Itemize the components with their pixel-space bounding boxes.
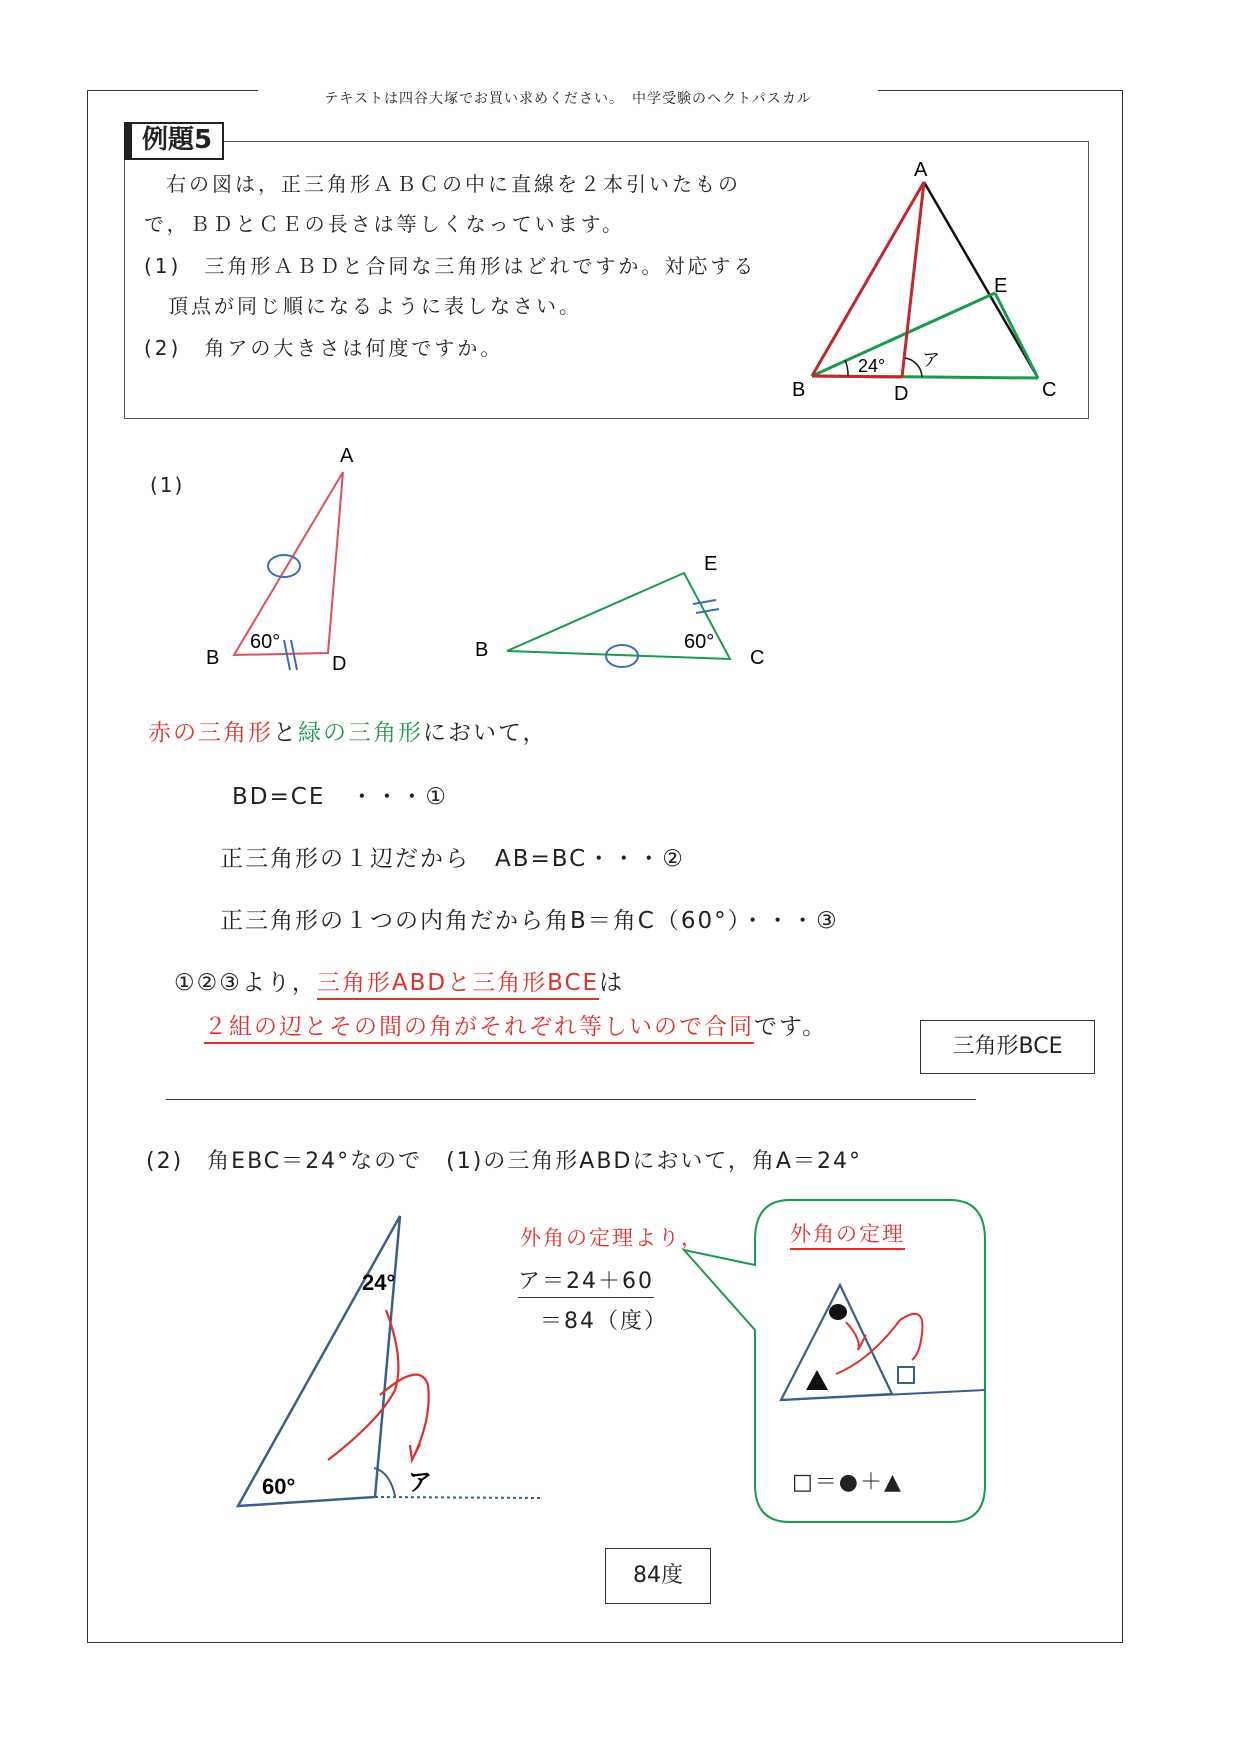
part1-label: (1) (150, 473, 185, 497)
part1-step-2: 正三角形の１辺だから AB=BC・・・② (220, 846, 685, 872)
red-tri-label-b: B (206, 647, 220, 669)
red-tri-label-d: D (332, 653, 347, 675)
fig-label-c: C (1042, 379, 1057, 401)
bubble-title: 外角の定理 (790, 1218, 905, 1250)
green-tri-label-c: C (750, 647, 765, 669)
problem-badge: 例題5 (124, 122, 224, 160)
intro-red-triangle: 赤の三角形 (148, 720, 273, 746)
bubble-formula: □＝●＋▲ (792, 1470, 903, 1495)
bubble-circle-mark (829, 1304, 847, 1320)
green-tri-label-e: E (704, 553, 718, 575)
part2-theorem-intro: 外角の定理より， (520, 1226, 704, 1250)
part2-answer-box: 84度 (605, 1548, 711, 1604)
concl-pre: ①②③より， (174, 970, 317, 996)
header-text: テキストは四谷大塚でお買い求めください。 中学受験のヘクトパスカル (258, 88, 878, 108)
red-tri-label-a: A (340, 445, 354, 467)
part2-label-60: 60° (262, 1474, 296, 1499)
fig-label-e: E (994, 275, 1008, 297)
problem-line-4: 頂点が同じ順になるように表しなさい。 (168, 294, 582, 318)
problem-line-2: で，ＢＤとＣＥの長さは等しくなっています。 (144, 212, 625, 236)
part2-label-24: 24° (362, 1270, 396, 1295)
problem-line-1: 右の図は，正三角形ＡＢＣの中に直線を２本引いたもの (166, 172, 741, 196)
problem-line-5: (2) 角アの大きさは何度ですか。 (144, 336, 504, 360)
part1-step-3: 正三角形の１つの内角だから角B＝角C（60°）・・・③ (220, 908, 839, 934)
concl-line2: ２組の辺とその間の角がそれぞれ等しいので合同 (204, 1014, 754, 1044)
part2-line: (2) 角EBC＝24°なので (1)の三角形ABDにおいて，角A＝24° (146, 1149, 862, 1174)
concl-end: です。 (754, 1014, 828, 1040)
fig-label-d: D (894, 383, 909, 405)
green-tri-label-60: 60° (684, 631, 715, 653)
fig-label-angle-a: ア (922, 350, 940, 370)
part2-calc-1: ア＝24＋60 (518, 1264, 654, 1298)
fig-label-a: A (914, 159, 928, 181)
problem-line-3: (1) 三角形ＡＢＤと合同な三角形はどれですか。対応する (144, 254, 757, 278)
concl-red: 三角形ABDと三角形BCE (317, 970, 599, 1000)
green-tri-label-b: B (475, 639, 489, 661)
part2-label-a: ア (408, 1469, 432, 1496)
intro-end: において， (423, 720, 548, 746)
intro-and: と (273, 720, 298, 746)
part1-answer-box: 三角形BCE (920, 1020, 1095, 1074)
fig-label-24: 24° (858, 356, 886, 376)
part1-step-1: BD=CE ・・・① (232, 784, 448, 810)
concl-post: は (599, 970, 625, 996)
fig-label-b: B (792, 379, 806, 401)
intro-green-triangle: 緑の三角形 (298, 720, 423, 746)
part2-calc-2: ＝84（度） (540, 1309, 668, 1334)
red-tri-label-60: 60° (250, 631, 281, 653)
